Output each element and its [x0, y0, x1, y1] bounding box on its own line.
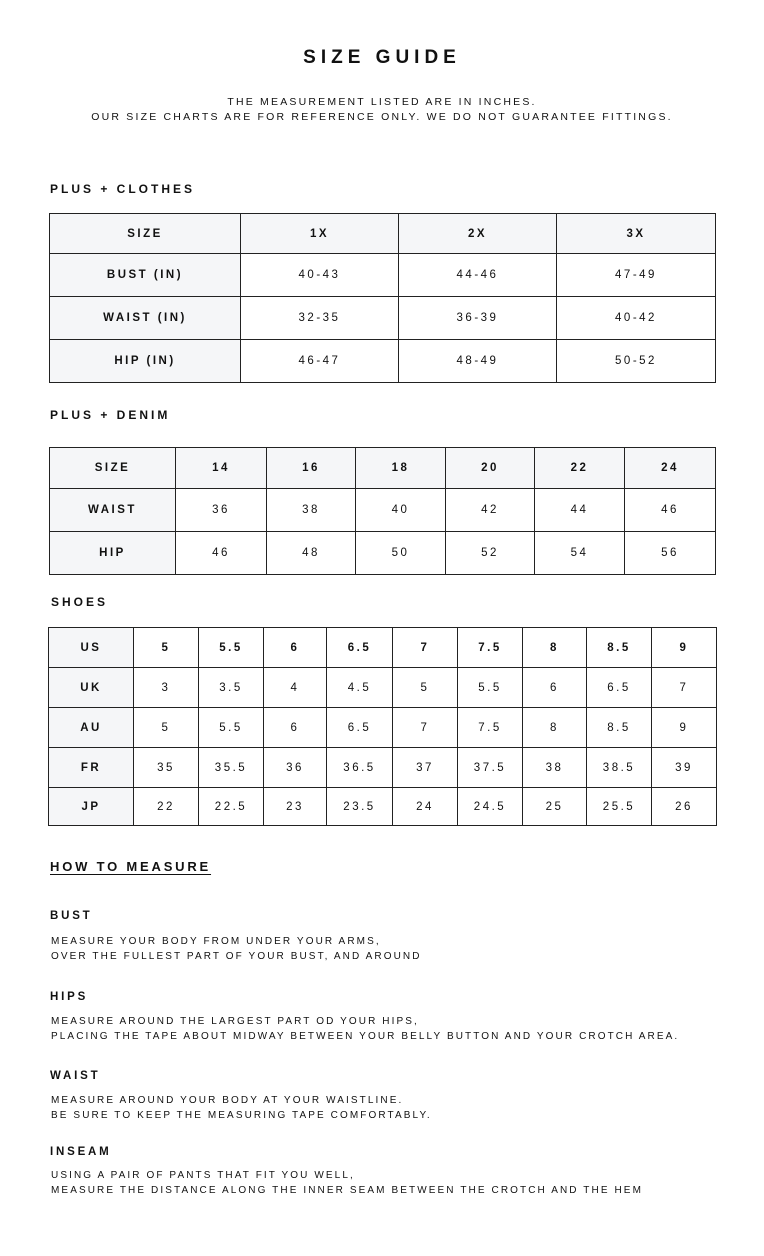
clothes-section-title: PLUS + CLOTHES: [50, 182, 196, 196]
inseam-text-line-1: USING A PAIR OF PANTS THAT FIT YOU WELL,: [51, 1170, 355, 1181]
table-cell: 48-49: [399, 340, 557, 383]
table-header-cell: 14: [176, 448, 267, 489]
table-header-cell: 7: [393, 628, 458, 668]
table-row: [50, 254, 716, 297]
denim-size-table: [49, 447, 716, 575]
table-cell: 9: [652, 708, 717, 748]
table-cell: 40-43: [241, 254, 399, 297]
table-cell: 4: [264, 668, 327, 708]
table-row: [50, 532, 716, 575]
table-header-cell: 5: [134, 628, 199, 668]
table-row: [49, 708, 717, 748]
table-cell: 24: [393, 788, 458, 826]
table-cell: 46: [176, 532, 267, 575]
table-cell: 23: [264, 788, 327, 826]
table-header-cell: 9: [652, 628, 717, 668]
table-cell: 3: [134, 668, 199, 708]
row-label: WAIST (IN): [50, 297, 241, 340]
table-cell: 32-35: [241, 297, 399, 340]
table-cell: 36: [176, 489, 267, 532]
table-cell: 5: [393, 668, 458, 708]
bust-text-line-1: MEASURE YOUR BODY FROM UNDER YOUR ARMS,: [51, 936, 381, 947]
table-header-cell: 22: [535, 448, 625, 489]
row-label: AU: [49, 708, 134, 748]
table-header-cell: 5.5: [199, 628, 264, 668]
table-cell: 26: [652, 788, 717, 826]
table-cell: 8: [523, 708, 587, 748]
table-cell: 47-49: [557, 254, 716, 297]
table-cell: 5.5: [199, 708, 264, 748]
table-cell: 36-39: [399, 297, 557, 340]
table-cell: 3.5: [199, 668, 264, 708]
bust-text: [51, 934, 422, 964]
table-header-cell: SIZE: [50, 448, 176, 489]
table-row: [49, 748, 717, 788]
table-cell: 37.5: [458, 748, 523, 788]
table-cell: 24.5: [458, 788, 523, 826]
table-cell: 8.5: [587, 708, 652, 748]
table-cell: 39: [652, 748, 717, 788]
table-cell: 56: [625, 532, 716, 575]
table-cell: 7: [393, 708, 458, 748]
table-cell: 40-42: [557, 297, 716, 340]
table-cell: 6.5: [327, 708, 393, 748]
page-title: SIZE GUIDE: [303, 47, 461, 68]
waist-heading: WAIST: [50, 1070, 101, 1082]
table-header-cell: SIZE: [50, 214, 241, 254]
hips-text-line-2: PLACING THE TAPE ABOUT MIDWAY BETWEEN YOUR BELLY BUTTON AND YOUR CROTCH AREA.: [51, 1031, 680, 1042]
inseam-text-line-2: MEASURE THE DISTANCE ALONG THE INNER SEAM BETWEEN THE CROTCH AND THE HEM: [51, 1185, 644, 1196]
table-header-cell: 6: [264, 628, 327, 668]
table-cell: 46-47: [241, 340, 399, 383]
table-cell: 25.5: [587, 788, 652, 826]
table-cell: 50-52: [557, 340, 716, 383]
denim-section-title: PLUS + DENIM: [50, 408, 171, 422]
row-label: WAIST: [50, 489, 176, 532]
row-label: JP: [49, 788, 134, 826]
table-cell: 38: [267, 489, 356, 532]
table-header-cell: 3X: [557, 214, 716, 254]
table-header-cell: 16: [267, 448, 356, 489]
clothes-size-table: [49, 213, 716, 383]
inseam-text: [51, 1168, 643, 1198]
table-cell: 44-46: [399, 254, 557, 297]
how-to-measure-title: HOW TO MEASURE: [50, 859, 212, 874]
table-cell: 54: [535, 532, 625, 575]
table-cell: 46: [625, 489, 716, 532]
table-row: [50, 489, 716, 532]
table-cell: 6: [264, 708, 327, 748]
hips-text: [51, 1014, 679, 1044]
table-header-cell: 8: [523, 628, 587, 668]
table-header-cell: 20: [446, 448, 535, 489]
table-cell: 5.5: [458, 668, 523, 708]
table-cell: 48: [267, 532, 356, 575]
table-row: [49, 668, 717, 708]
clothes-header-row: [50, 214, 716, 254]
denim-header-row: [50, 448, 716, 489]
waist-text-line-1: MEASURE AROUND YOUR BODY AT YOUR WAISTLINE.: [51, 1095, 404, 1106]
row-label: UK: [49, 668, 134, 708]
table-cell: 36.5: [327, 748, 393, 788]
shoes-section-title: SHOES: [51, 595, 109, 609]
table-cell: 35: [134, 748, 199, 788]
subtitle-line-2: OUR SIZE CHARTS ARE FOR REFERENCE ONLY. WE DO NOT GUARANTEE FITTINGS.: [91, 111, 673, 123]
table-cell: 44: [535, 489, 625, 532]
waist-text: [51, 1093, 432, 1123]
table-cell: 7: [652, 668, 717, 708]
table-header-cell: 18: [356, 448, 446, 489]
table-cell: 22.5: [199, 788, 264, 826]
table-header-cell: 6.5: [327, 628, 393, 668]
table-header-cell: US: [49, 628, 134, 668]
shoes-size-table: [48, 627, 717, 826]
table-row: [50, 297, 716, 340]
table-cell: 6: [523, 668, 587, 708]
table-cell: 42: [446, 489, 535, 532]
shoes-header-row: [49, 628, 717, 668]
row-label: FR: [49, 748, 134, 788]
table-cell: 7.5: [458, 708, 523, 748]
table-cell: 22: [134, 788, 199, 826]
table-header-cell: 24: [625, 448, 716, 489]
table-cell: 23.5: [327, 788, 393, 826]
inseam-heading: INSEAM: [50, 1146, 112, 1158]
bust-heading: BUST: [50, 910, 93, 922]
row-label: HIP: [50, 532, 176, 575]
table-header-cell: 8.5: [587, 628, 652, 668]
waist-text-line-2: BE SURE TO KEEP THE MEASURING TAPE COMFORTABLY.: [51, 1110, 432, 1121]
table-cell: 52: [446, 532, 535, 575]
hips-text-line-1: MEASURE AROUND THE LARGEST PART OD YOUR HIPS,: [51, 1016, 419, 1027]
table-cell: 40: [356, 489, 446, 532]
table-row: [49, 788, 717, 826]
table-cell: 4.5: [327, 668, 393, 708]
table-cell: 38: [523, 748, 587, 788]
table-row: [50, 340, 716, 383]
table-cell: 35.5: [199, 748, 264, 788]
table-cell: 6.5: [587, 668, 652, 708]
table-header-cell: 1X: [241, 214, 399, 254]
subtitle-line-1: THE MEASUREMENT LISTED ARE IN INCHES.: [227, 96, 537, 108]
table-header-cell: 2X: [399, 214, 557, 254]
bust-text-line-2: OVER THE FULLEST PART OF YOUR BUST, AND AROUND: [51, 951, 422, 962]
row-label: BUST (IN): [50, 254, 241, 297]
hips-heading: HIPS: [50, 991, 89, 1003]
table-cell: 5: [134, 708, 199, 748]
table-cell: 25: [523, 788, 587, 826]
table-cell: 50: [356, 532, 446, 575]
table-cell: 36: [264, 748, 327, 788]
table-cell: 38.5: [587, 748, 652, 788]
table-cell: 37: [393, 748, 458, 788]
table-header-cell: 7.5: [458, 628, 523, 668]
row-label: HIP (IN): [50, 340, 241, 383]
